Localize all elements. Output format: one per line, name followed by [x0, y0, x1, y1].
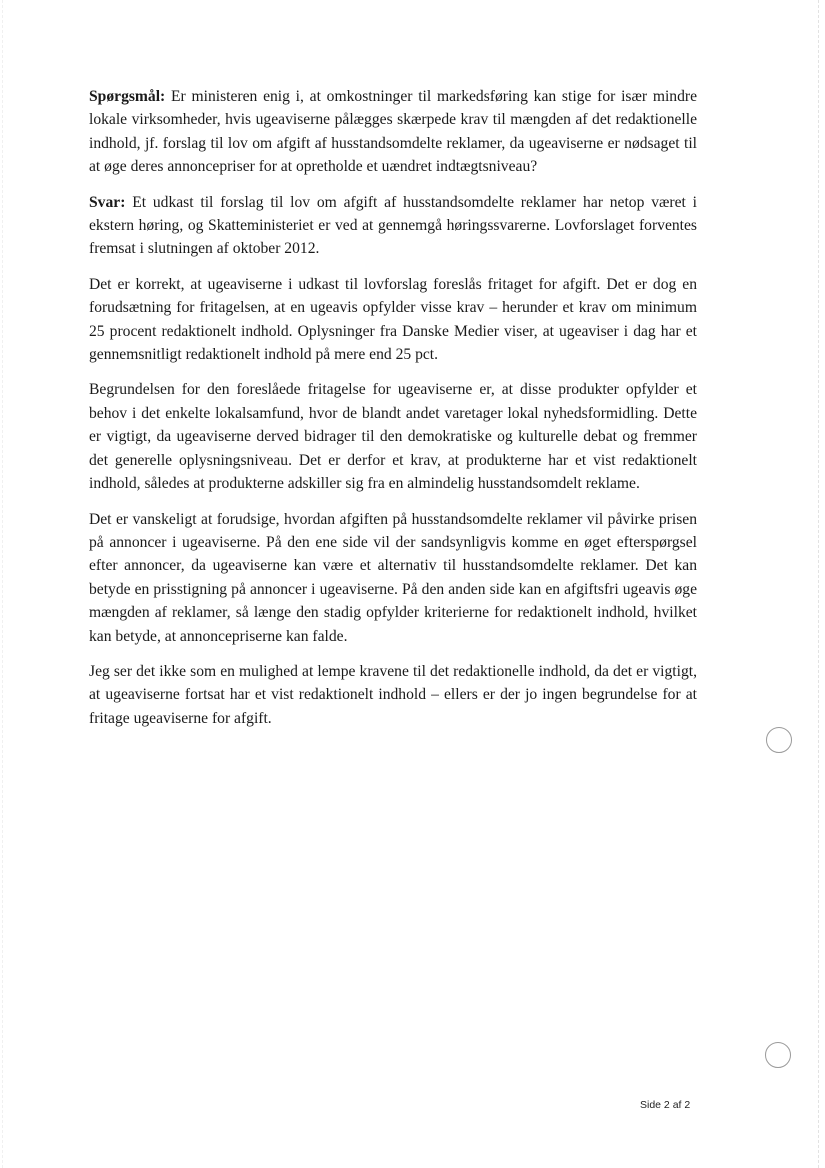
document-body [89, 85, 697, 742]
scan-edge-right [818, 0, 819, 1168]
question-paragraph [89, 85, 697, 179]
answer-paragraph [89, 191, 697, 261]
punch-hole-upper [766, 727, 792, 753]
body-paragraph-price-effects: Det er vanskeligt at forudsige, hvordan afgiften på husstandsomdelte reklamer vil påvirke prisen på annoncer i ugeaviserne. På den ene side vil der sandsynligvis komme en øget efterspørgsel efter annoncer, da ugeaviserne kan være et alternativ til husstandsomdelte reklamer. Det kan betyde en prisstigning på annoncer i ugeaviserne. På den anden side kan en afgiftsfri ugeavis øge mængden af reklamer, så længe den stadig opfylder kriterierne for redaktionelt indhold, hvilket kan betyde, at annoncepriserne kan falde. [89, 510, 697, 645]
body-paragraph-exemption: Det er korrekt, at ugeaviserne i udkast til lovforslag foreslås fritaget for afgift. Det er dog en forudsætning for fritagelsen, at en ugeavis opfylder visse krav – herunder et krav om minimum 25 procent redaktionelt indhold. Oplysninger fra Danske Medier viser, at ugeaviser i dag har et gennemsnitligt redaktionelt indhold på mere end 25 pct. [89, 275, 697, 364]
body-paragraph-justification: Begrundelsen for den foreslåede fritagelse for ugeaviserne er, at disse produkter opfylder et behov i det enkelte lokalsamfund, hvor de blandt andet varetager lokal nyhedsformidling. Dette er vigtigt, da ugeaviserne derved bidrager til den demokratiske og kulturelle debat og fremmer det generelle oplysningsniveau. Det er derfor et krav, at produkterne har et vist redaktionelt indhold, således at produkterne adskiller sig fra en almindelig husstandsomdelt reklame. [89, 381, 697, 493]
scan-edge-left [2, 0, 3, 1168]
question-text: Er ministeren enig i, at omkostninger til markedsføring kan stige for især mindre lokale virksomheder, hvis ugeaviserne pålægges skærpede krav til mængden af det redaktionelle indhold, jf. forslag til lov om afgift af husstandsomdelte reklamer, da ugeaviserne er nødsaget til at øge deres annoncepriser for at opretholde et uændret indtægtsniveau? [89, 88, 697, 176]
answer-lead: Svar: [89, 193, 126, 211]
punch-hole-lower [765, 1042, 791, 1068]
body-paragraph-conclusion: Jeg ser det ikke som en mulighed at lempe kravene til det redaktionelle indhold, da det er vigtigt, at ugeaviserne fortsat har et vist redaktionelt indhold – ellers er der jo ingen begrundelse for at fritage ugeaviserne for afgift. [89, 662, 697, 727]
answer-text: Et udkast til forslag til lov om afgift af husstandsomdelte reklamer har netop været i ekstern høring, og Skatteministeriet er ved at gennemgå høringssvarerne. Lovforslaget forventes fremsat i slutningen af oktober 2012. [89, 193, 697, 258]
question-lead: Spørgsmål: [89, 88, 166, 105]
page-number-footer: Side 2 af 2 [640, 1099, 691, 1111]
